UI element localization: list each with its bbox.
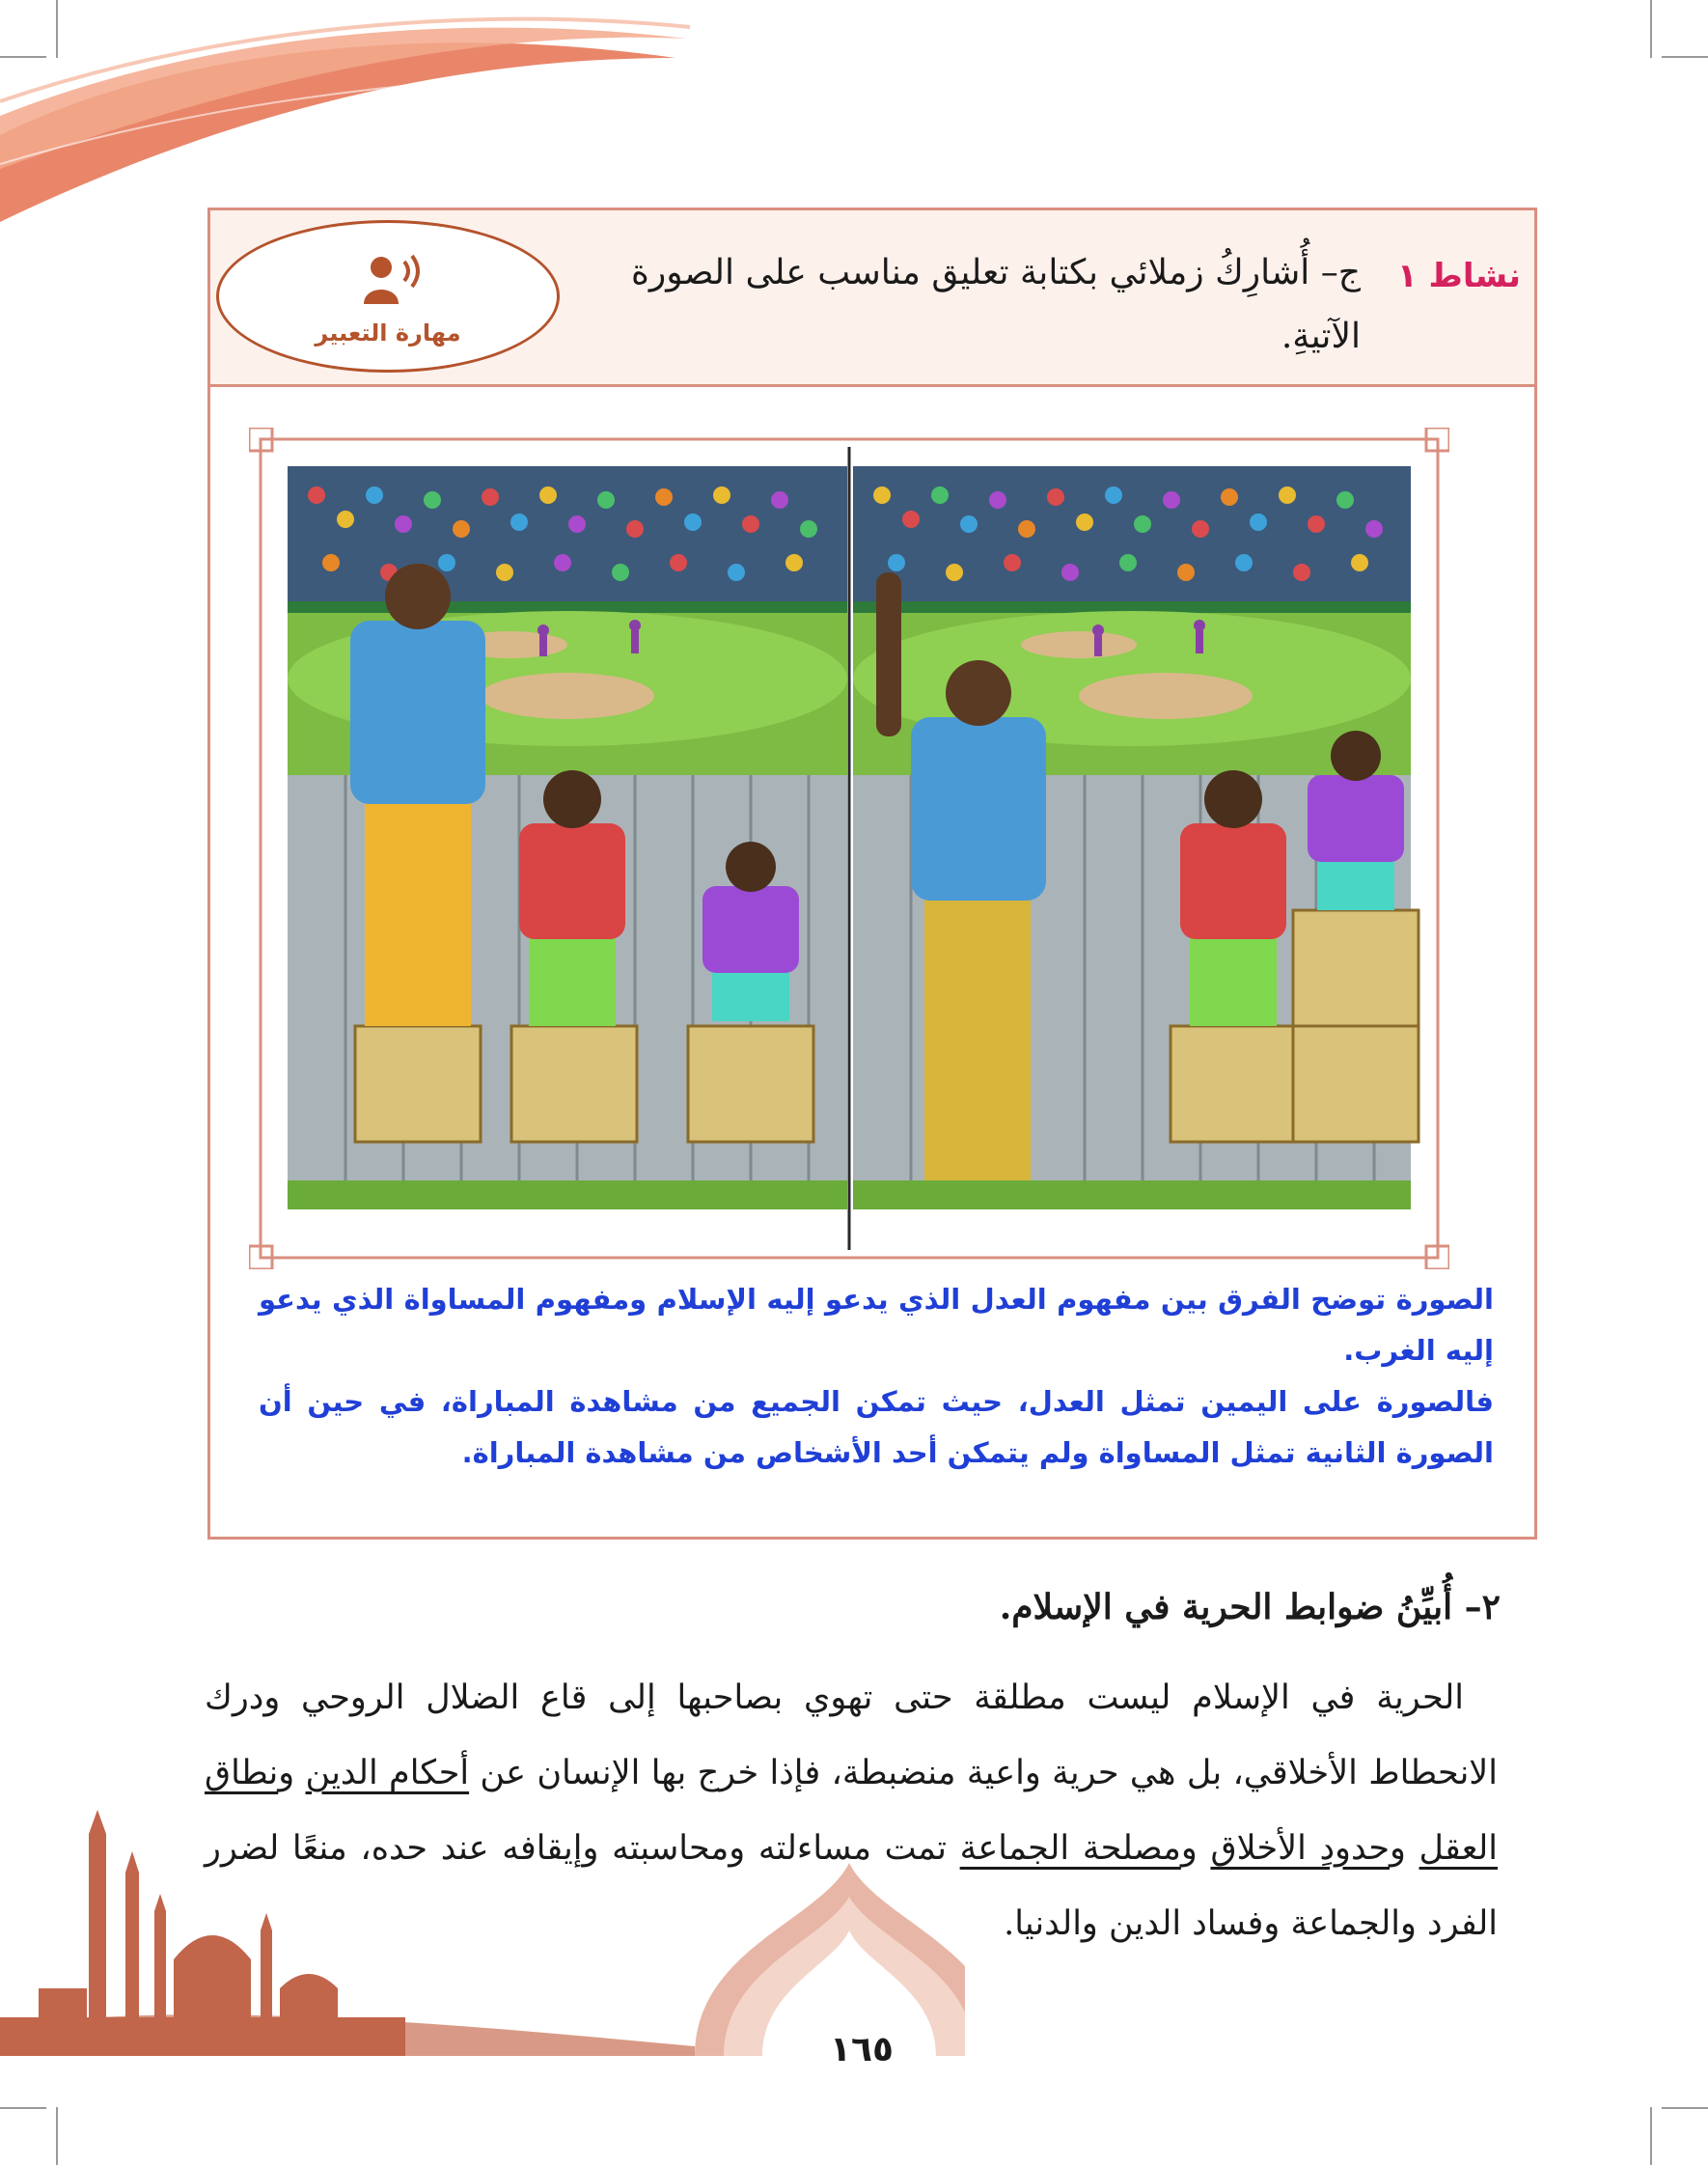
body-text-part: و xyxy=(1389,1829,1419,1868)
activity-header xyxy=(210,210,1534,387)
crop-mark xyxy=(1662,56,1708,58)
answer-paragraph-2: فالصورة على اليمين تمثل العدل، حيث تمكن الجميع من مشاهدة المباراة، في حين أن الصورة الثانية تمثل المساواة ولم يتمكن أحد الأشخاص من مشاهدة المباراة. xyxy=(259,1385,1494,1469)
crop-mark xyxy=(1662,2107,1708,2109)
body-text-part: و xyxy=(278,1754,306,1792)
crop-mark xyxy=(1650,2107,1652,2165)
mosque-silhouette-decoration xyxy=(0,1805,965,2056)
decorative-swoosh xyxy=(0,0,695,232)
body-text-part: تمت مساءلته ومحاسبته وإيقافه عند حده، منعًا لضرر الفرد والجماعة وفساد الدين والدنيا. xyxy=(205,1829,1498,1943)
crop-mark xyxy=(0,2107,46,2109)
body-text-part: و xyxy=(1180,1829,1211,1868)
answer-block xyxy=(259,1274,1494,1479)
body-text-part: الحرية في الإسلام ليست مطلقة حتى تهوي بصاحبها إلى قاع الضلال الروحي ودرك الانحطاط الأخلاقي، بل هي حرية واعية منضبطة، فإذا خرج بها الإنسان عن xyxy=(205,1679,1498,1792)
underlined-term: أحكام الدين xyxy=(305,1754,470,1792)
underlined-term: نطاق العقل xyxy=(205,1754,1499,1868)
crop-mark xyxy=(1650,0,1652,58)
answer-paragraph-1: الصورة توضح الفرق بين مفهوم العدل الذي يدعو إليه الإسلام ومفهوم المساواة الذي يدعو إليه الغرب. xyxy=(259,1283,1494,1367)
underlined-term: حدودِ الأخلاق xyxy=(1210,1829,1390,1868)
right-panel-equity xyxy=(853,466,1419,1209)
question-text: ج– أُشارِكُ زملائي بكتابة تعليق مناسب على الصورة الآتيةِ. xyxy=(630,253,1361,356)
skill-badge xyxy=(216,220,560,373)
underlined-term: مصلحة الجماعة xyxy=(959,1829,1181,1868)
skill-label: مهارة التعبير xyxy=(315,319,461,347)
crop-mark xyxy=(56,2107,58,2165)
activity-box xyxy=(207,208,1537,1540)
section-heading: ٢– أُبيِّنُ ضوابط الحرية في الإسلام. xyxy=(999,1587,1501,1627)
page-number: ١٦٥ xyxy=(830,2030,894,2069)
equality-equity-illustration xyxy=(249,428,1449,1269)
activity-tag: نشاط ١ xyxy=(1396,257,1521,295)
speaking-person-icon xyxy=(362,252,427,306)
left-panel-equality xyxy=(288,466,847,1209)
